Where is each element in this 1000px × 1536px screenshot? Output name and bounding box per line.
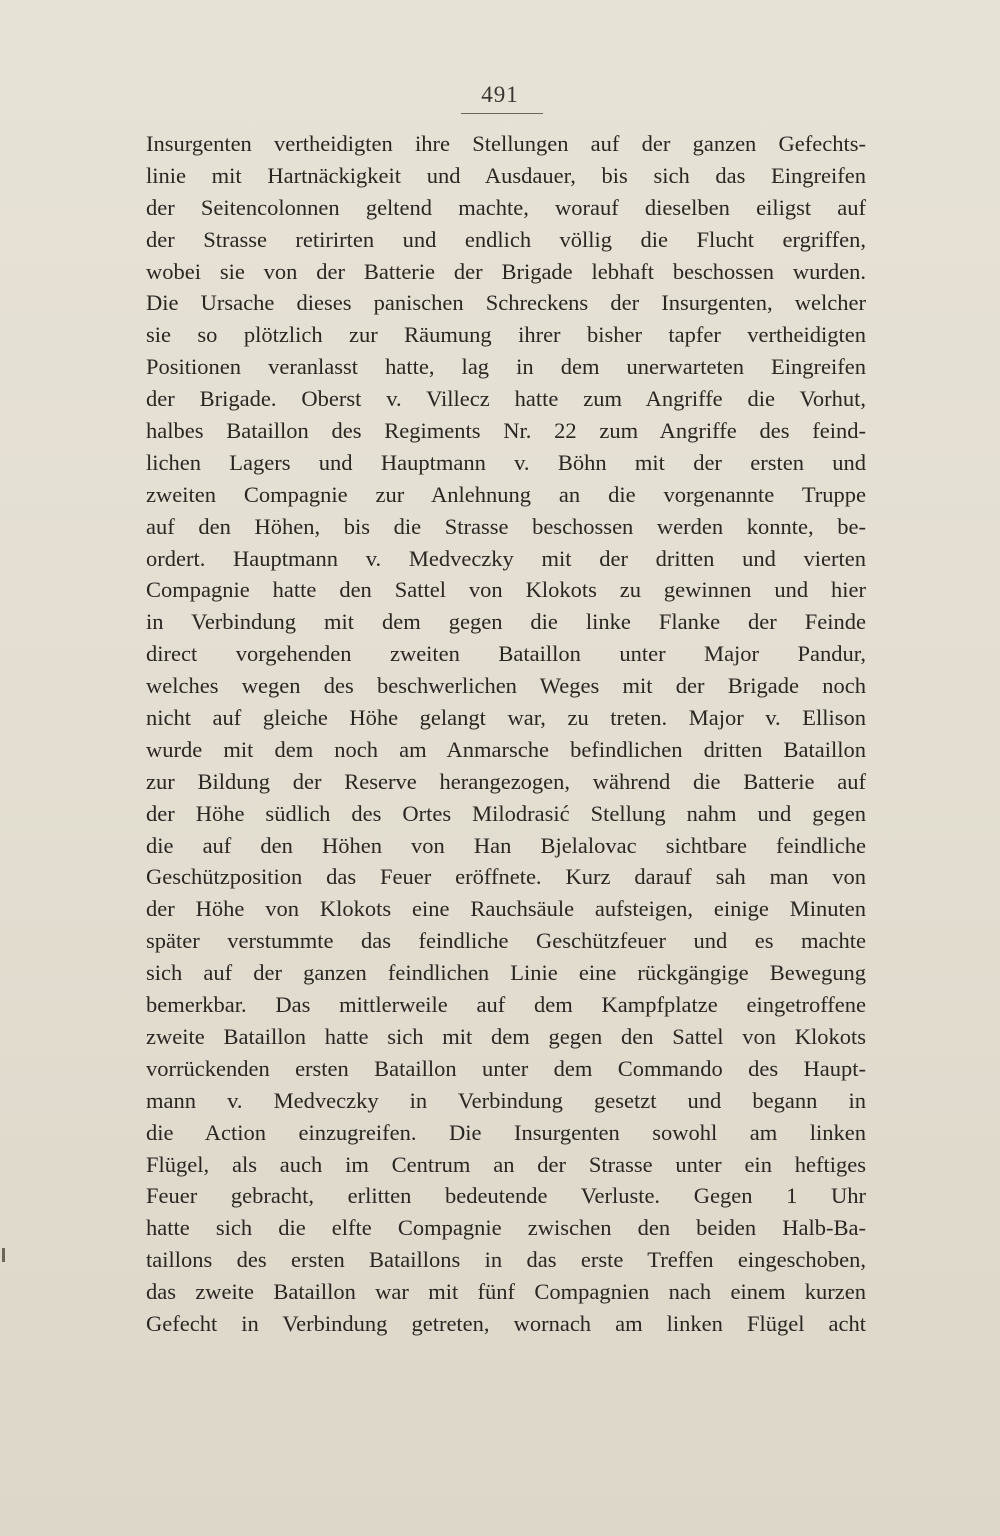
text-line: sich auf der ganzen feindlichen Linie eine rückgängige Bewegung	[146, 960, 866, 986]
text-line: das zweite Bataillon war mit fünf Compagnien nach einem kurzen	[146, 1279, 866, 1305]
text-line: wurde mit dem noch am Anmarsche befindlichen dritten Bataillon	[146, 736, 866, 762]
text-line: auf den Höhen, bis die Strasse beschossen werden konnte, be-	[146, 513, 866, 539]
text-line: ordert. Hauptmann v. Medveczky mit der dritten und vierten	[146, 545, 866, 571]
text-line: taillons des ersten Bataillons in das erste Treffen eingeschoben,	[146, 1247, 866, 1273]
text-line: die Action einzugreifen. Die Insurgenten sowohl am linken	[146, 1119, 866, 1145]
text-line: hatte sich die elfte Compagnie zwischen den beiden Halb-Ba-	[146, 1215, 866, 1241]
text-line: der Strasse retirirten und endlich völlig die Flucht ergriffen,	[146, 226, 866, 252]
text-line: halbes Bataillon des Regiments Nr. 22 zum Angriffe des feind-	[146, 418, 866, 444]
text-line: zur Bildung der Reserve herangezogen, während die Batterie auf	[146, 768, 866, 794]
text-line: zweiten Compagnie zur Anlehnung an die vorgenannte Truppe	[146, 481, 866, 507]
text-line: linie mit Hartnäckigkeit und Ausdauer, bis sich das Eingreifen	[146, 162, 866, 188]
text-line: sie so plötzlich zur Räumung ihrer bisher tapfer vertheidigten	[146, 322, 866, 348]
page-number: 491	[481, 82, 519, 107]
text-line: Positionen veranlasst hatte, lag in dem unerwarteten Eingreifen	[146, 354, 866, 380]
body-text	[146, 128, 866, 1340]
text-line: lichen Lagers und Hauptmann v. Böhn mit der ersten und	[146, 449, 866, 475]
text-line: Geschützposition das Feuer eröffnete. Kurz darauf sah man von	[146, 864, 866, 890]
text-line: mann v. Medveczky in Verbindung gesetzt und begann in	[146, 1087, 866, 1113]
text-line: Flügel, als auch im Centrum an der Strasse unter ein heftiges	[146, 1151, 866, 1177]
text-line: der Brigade. Oberst v. Villecz hatte zum Angriffe die Vorhut,	[146, 386, 866, 412]
text-line: Compagnie hatte den Sattel von Klokots zu gewinnen und hier	[146, 577, 866, 603]
text-line: Die Ursache dieses panischen Schreckens der Insurgenten, welcher	[146, 290, 866, 316]
text-line: Insurgenten vertheidigten ihre Stellungen auf der ganzen Gefechts-	[146, 131, 866, 156]
text-line: die auf den Höhen von Han Bjelalovac sichtbare feindliche	[146, 832, 866, 858]
text-line: Feuer gebracht, erlitten bedeutende Verluste. Gegen 1 Uhr	[146, 1183, 866, 1209]
text-line: später verstummte das feindliche Geschützfeuer und es machte	[146, 928, 866, 954]
left-edge-mark	[2, 1248, 5, 1262]
text-line: der Höhe von Klokots eine Rauchsäule aufsteigen, einige Minuten	[146, 896, 866, 922]
text-line: nicht auf gleiche Höhe gelangt war, zu treten. Major v. Ellison	[146, 705, 866, 731]
text-line: welches wegen des beschwerlichen Weges mit der Brigade noch	[146, 673, 866, 699]
text-line: vorrückenden ersten Bataillon unter dem Commando des Haupt-	[146, 1055, 866, 1081]
text-line: wobei sie von der Batterie der Brigade lebhaft beschossen wurden.	[146, 258, 866, 284]
text-line: in Verbindung mit dem gegen die linke Flanke der Feinde	[146, 609, 866, 635]
text-line: zweite Bataillon hatte sich mit dem gegen den Sattel von Klokots	[146, 1023, 866, 1049]
text-line: der Seitencolonnen geltend machte, worauf dieselben eiligst auf	[146, 194, 866, 220]
text-line: bemerkbar. Das mittlerweile auf dem Kampfplatze eingetroffene	[146, 992, 866, 1018]
page-number-rule	[461, 113, 543, 114]
text-line: Gefecht in Verbindung getreten, wornach am linken Flügel acht	[146, 1310, 866, 1336]
text-line: der Höhe südlich des Ortes Milodrasić Stellung nahm und gegen	[146, 800, 866, 826]
text-line: direct vorgehenden zweiten Bataillon unter Major Pandur,	[146, 641, 866, 667]
